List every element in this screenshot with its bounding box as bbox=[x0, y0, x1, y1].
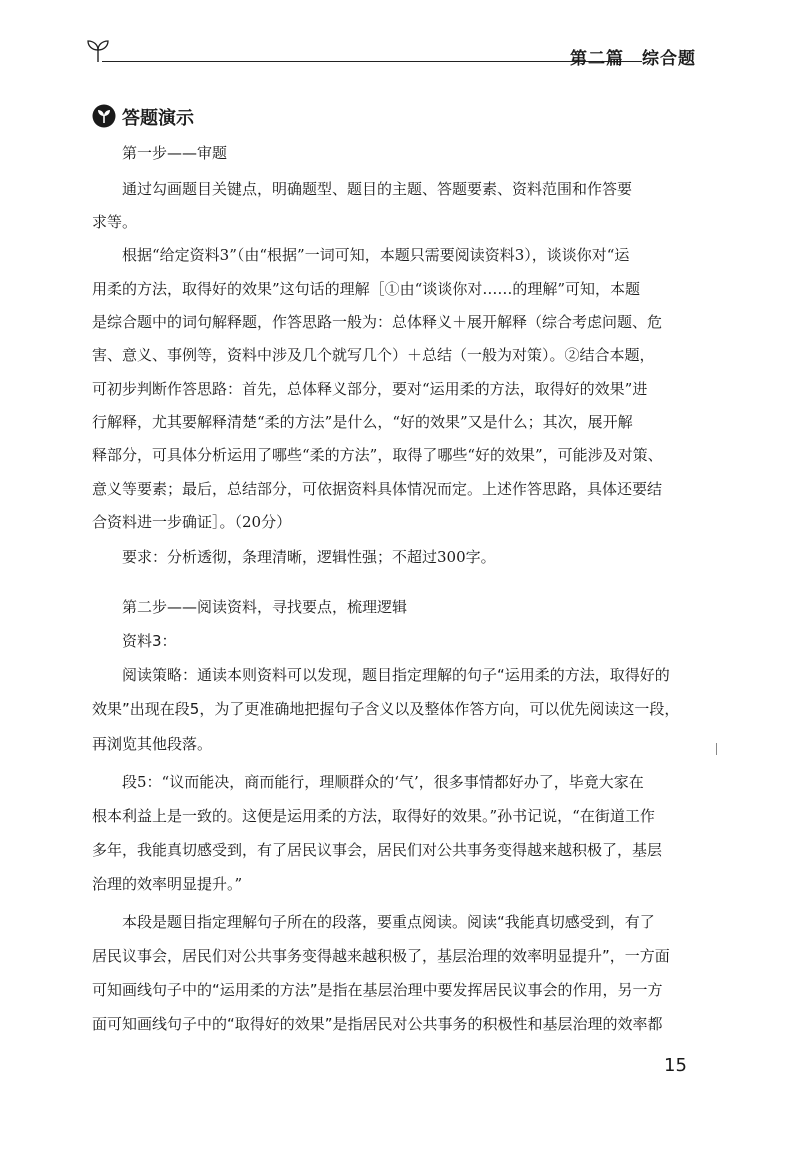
quote-line: 段5：“议而能决，商而能行，理顺群众的‘气’，很多事情都好办了，毕竟大家在 bbox=[122, 773, 644, 791]
text-line: 效果”出现在段5，为了更准确地把握句子含义以及整体作答方向，可以优先阅读这一段， bbox=[92, 700, 680, 718]
header-title: 第二篇 综合题 bbox=[570, 49, 696, 69]
text-line: 本段是题目指定理解句子所在的段落，要重点阅读。阅读“我能真切感受到，有了 bbox=[122, 913, 655, 931]
text-line: 居民议事会，居民们对公共事务变得越来越积极了，基层治理的效率明显提升”，一方面 bbox=[92, 947, 670, 965]
quote-line: 治理的效率明显提升。” bbox=[92, 875, 243, 893]
page-number: 15 bbox=[664, 1055, 687, 1076]
text-line: 面可知画线句子中的“取得好的效果”是指居民对公共事务的积极性和基层治理的效率都 bbox=[92, 1015, 663, 1033]
text-line: 释部分，可具体分析运用了哪些“柔的方法”，取得了哪些“好的效果”，可能涉及对策、 bbox=[92, 446, 663, 464]
leaf-badge-icon bbox=[92, 104, 116, 128]
text-line: 根据“给定资料3”（由“根据”一词可知，本题只需要阅读资料3），谈谈你对“运 bbox=[122, 246, 630, 264]
step-one-heading: 第一步——审题 bbox=[122, 144, 228, 162]
text-line: 可初步判断作答思路：首先，总体释义部分，要对“运用柔的方法，取得好的效果”进 bbox=[92, 380, 648, 398]
text-line: 用柔的方法，取得好的效果”这句话的理解［①由“谈谈你对……的理解”可知，本题 bbox=[92, 280, 641, 298]
text-line: 再浏览其他段落。 bbox=[92, 735, 213, 753]
text-line: 阅读策略：通读本则资料可以发现，题目指定理解的句子“运用柔的方法，取得好的 bbox=[122, 666, 670, 684]
text-line: 合资料进一步确证］。（20分） bbox=[92, 513, 292, 531]
requirement-line: 要求：分析透彻，条理清晰，逻辑性强；不超过300字。 bbox=[122, 548, 496, 566]
text-line: 行解释，尤其要解释清楚“柔的方法”是什么，“好的效果”又是什么；其次，展开解 bbox=[92, 413, 633, 431]
text-line: 害、意义、事例等，资料中涉及几个就写几个）＋总结（一般为对策）。②结合本题， bbox=[92, 346, 655, 364]
text-line: 求等。 bbox=[92, 213, 138, 231]
step-two-heading: 第二步——阅读资料，寻找要点，梳理逻辑 bbox=[122, 598, 408, 616]
section-title: 答题演示 bbox=[122, 108, 194, 129]
material-label: 资料3： bbox=[122, 632, 177, 650]
text-line: 可知画线句子中的“运用柔的方法”是指在基层治理中要发挥居民议事会的作用，另一方 bbox=[92, 981, 663, 999]
page-header bbox=[84, 36, 700, 72]
margin-mark bbox=[716, 743, 717, 755]
text-line: 是综合题中的词句解释题，作答思路一般为：总体释义＋展开解释（综合考虑问题、危 bbox=[92, 313, 663, 331]
quote-line: 根本利益上是一致的。这便是运用柔的方法，取得好的效果。”孙书记说，“在街道工作 bbox=[92, 807, 655, 825]
text-line: 意义等要素；最后，总结部分，可依据资料具体情况而定。上述作答思路，具体还要结 bbox=[92, 480, 663, 498]
text-line: 通过勾画题目关键点，明确题型、题目的主题、答题要素、资料范围和作答要 bbox=[122, 180, 633, 198]
header-rule bbox=[102, 61, 642, 62]
quote-line: 多年，我能真切感受到，有了居民议事会，居民们对公共事务变得越来越积极了，基层 bbox=[92, 841, 663, 859]
